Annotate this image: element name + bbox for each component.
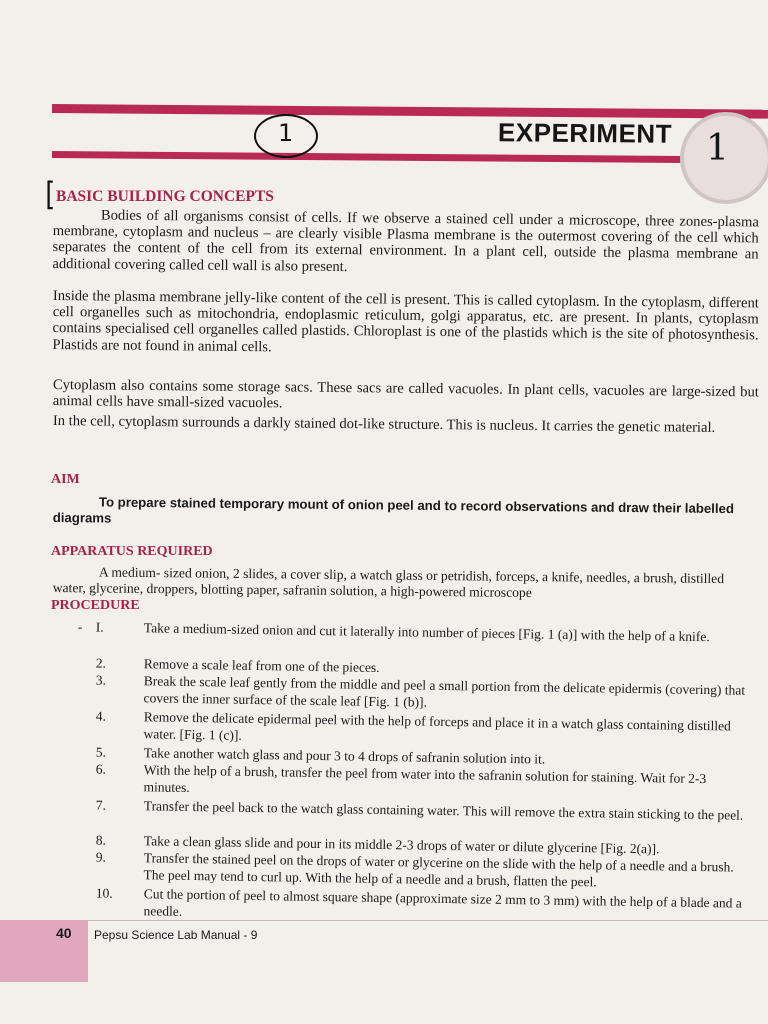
concepts-paragraph-2: Inside the plasma membrane jelly-like content of the cell is present. This is called cytoplasm. In the cytoplasm, different cell organelles such as mitochondria, endoplasmic reticulum, golgi apparatus, etc. are present. In plants, cytoplasm contains specialised cell organelles called plastids. Chloroplast is one of the plastids which is the site of photosynthesis. Plastids are not found in animal cells. (52, 288, 759, 355)
aim-text: To prepare stained temporary mount of onion peel and to record observations and draw their labelled diagrams (52, 494, 735, 526)
procedure-step (0, 654, 768, 675)
handwritten-number: 1 (278, 119, 294, 147)
step-text: Take a medium-sized onion and cut it laterally into number of pieces [Fig. 1 (a)] with the help of a knife. (143, 620, 710, 645)
step-text: Remove a scale leaf from one of the pieces. (143, 656, 380, 675)
footer-color-block (0, 920, 88, 982)
step-number: 6. (95, 761, 107, 777)
step-text: With the help of a brush, transfer the peel from water into the safranin solution for staining. Wait for 2-3 minutes. (143, 762, 707, 795)
step-text: Transfer the stained peel on the drops of water or glycerine on the slide with the help of a needle and a brush. The peel may tend to curl up. With the help of a needle and a brush, flatten the peel. (143, 850, 734, 889)
apparatus-text: A medium- sized onion, 2 slides, a cover slip, a watch glass or petridish, forceps, a knife, needles, a brush, distilled water, glycerine, droppers, blotting paper, safranin solution, a high-powered microscope (52, 564, 725, 600)
concepts-paragraph-3: Cytoplasm also contains some storage sacs. These sacs are called vacuoles. In plant cells, vacuoles are large-sized but animal cells have small-sized vacuoles. (52, 377, 759, 412)
footer-book-title: Pepsu Science Lab Manual - 9 (94, 928, 258, 942)
apparatus-heading: APPARATUS REQUIRED (51, 544, 213, 559)
page-number: 40 (56, 925, 72, 941)
step-text: Transfer the peel back to the watch glass containing water. This will remove the extra stain sticking to the peel. (143, 798, 744, 823)
header-band-bottom (52, 151, 768, 164)
step-number: 7. (95, 797, 107, 813)
experiment-title: EXPERIMENT (497, 117, 673, 149)
step-number: 3. (95, 672, 107, 688)
step-number: 8. (95, 832, 107, 848)
handwritten-bracket: [ (45, 175, 56, 213)
header-band-top (52, 104, 768, 119)
concepts-paragraph-1: Bodies of all organisms consist of cells. If we observe a stained cell under a microscope, three zones-plasma membrane, cytoplasm and nucleus – are clearly visible Plasma membrane is the outermost covering of the cell which separates the content of the cell from its external environment. In a plant cell, outside the plasma membrane an additional covering called cell wall is also present. (52, 207, 759, 275)
step-text: Cut the portion of peel to almost square shape (approximate size 2 mm to 3 mm) with the help of a blade and a needle. (143, 886, 742, 919)
step-number: 9. (95, 849, 107, 865)
step-text: Take another watch glass and pour 3 to 4 drops of safranin solution into it. (143, 745, 546, 767)
footer-divider (88, 920, 768, 921)
concepts-paragraph-4: In the cell, cytoplasm surrounds a darkly stained dot-like structure. This is nucleus. It carries the genetic material. (52, 413, 716, 436)
step-text: Remove the delicate epidermal peel with the help of forceps and place it in a watch glass containing distilled water. [Fig. 1 (c)]. (143, 709, 731, 743)
step-text: Break the scale leaf gently from the middle and peel a small portion from the delicate epidermis (covering) that covers the inner surface of the scale leaf [Fig. 1 (b)]. (143, 673, 746, 710)
step-number: 2. (95, 655, 107, 671)
procedure-step (0, 831, 768, 857)
step-number: 10. (95, 885, 113, 901)
concepts-heading: BASIC BUILDING CONCEPTS (56, 188, 274, 205)
step-number: 5. (95, 744, 107, 760)
step-text: Take a clean glass slide and pour in its middle 2-3 drops of water or dilute glycerine [Fig. 2(a)]. (143, 833, 660, 857)
experiment-number: 1 (706, 128, 729, 169)
step-number: I. (95, 619, 104, 635)
procedure-heading: PROCEDURE (51, 598, 140, 613)
procedure-step: - I. Take a medium-sized onion and cut it laterally into number of pieces [Fig. 1 (a)] with the help of a knife. (0, 618, 768, 630)
aim-heading: AIM (51, 472, 80, 487)
step-number: 4. (95, 708, 107, 724)
